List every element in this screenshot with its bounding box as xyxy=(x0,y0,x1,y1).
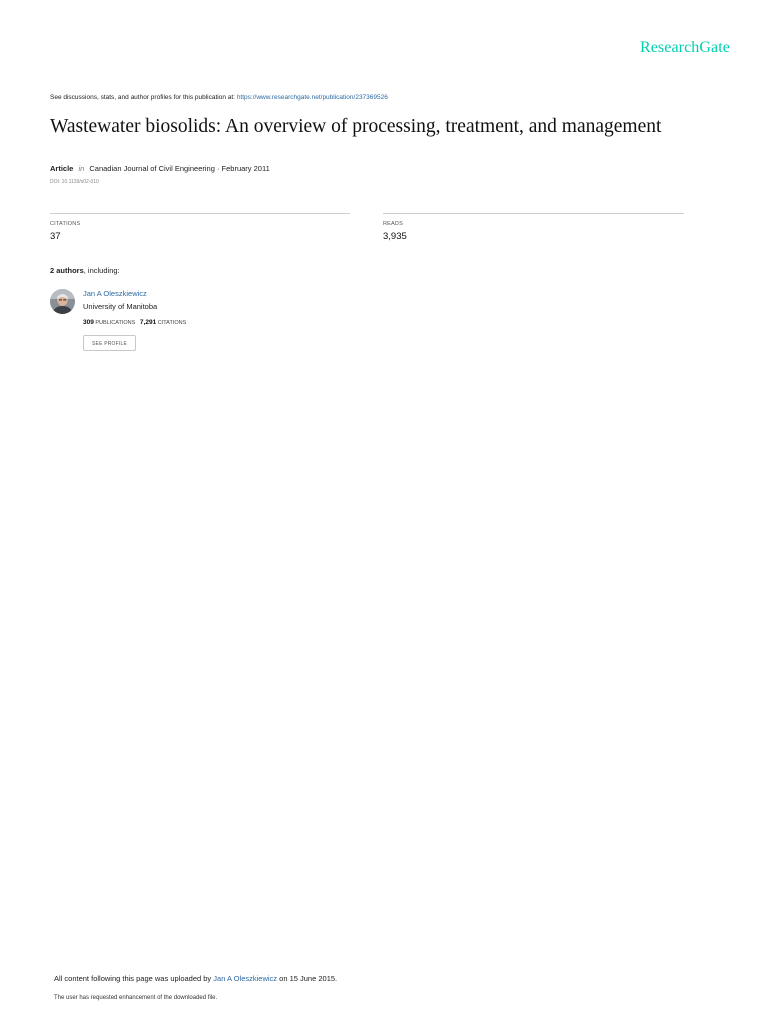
researchgate-logo[interactable]: ResearchGate xyxy=(639,39,730,56)
doi-text: DOI: 10.1139/s02-010 xyxy=(50,179,99,185)
reads-divider xyxy=(383,213,684,214)
citations-label: CITATIONS xyxy=(50,221,81,227)
uploader-link[interactable]: Jan A Oleszkiewicz xyxy=(213,974,278,983)
author-affiliation: University of Manitoba xyxy=(83,302,158,311)
authors-including: , including: xyxy=(83,266,120,275)
publication-title: Wastewater biosolids: An overview of processing, treatment, and management xyxy=(50,116,662,137)
citations-value: 37 xyxy=(50,231,61,242)
publication-url-link[interactable]: https://www.researchgate.net/publication/237369526 xyxy=(236,94,388,101)
author-name-link[interactable]: Jan A Oleszkiewicz xyxy=(83,289,147,298)
authors-heading xyxy=(50,266,120,275)
venue-date: Canadian Journal of Civil Engineering · February 2011 xyxy=(89,164,270,173)
upload-prefix: All content following this page was uploaded by xyxy=(54,974,212,983)
author-citations-count: 7,291 xyxy=(139,319,157,326)
discussion-text: See discussions, stats, and author profiles for this publication at: xyxy=(50,94,235,101)
reads-label: READS xyxy=(383,221,403,227)
authors-count: 2 authors xyxy=(50,266,84,275)
stats-separator xyxy=(137,320,139,326)
author-avatar[interactable] xyxy=(50,289,75,314)
author-photo-icon xyxy=(50,289,75,314)
publication-meta xyxy=(50,164,270,173)
citations-divider xyxy=(50,213,350,214)
author-citations-label: CITATIONS xyxy=(157,320,187,326)
in-word: in xyxy=(78,164,85,173)
enhancement-note: The user has requested enhancement of the downloaded file. xyxy=(54,995,218,1001)
publication-type: Article xyxy=(50,164,74,173)
upload-suffix: on 15 June 2015. xyxy=(279,974,338,983)
upload-line xyxy=(54,974,337,983)
author-publications-label: PUBLICATIONS xyxy=(95,320,136,326)
author-stats xyxy=(83,319,186,326)
discussion-line xyxy=(50,94,388,101)
reads-value: 3,935 xyxy=(383,231,407,242)
author-publications-count: 309 xyxy=(83,319,94,326)
see-profile-button[interactable]: SEE PROFILE xyxy=(83,335,136,351)
